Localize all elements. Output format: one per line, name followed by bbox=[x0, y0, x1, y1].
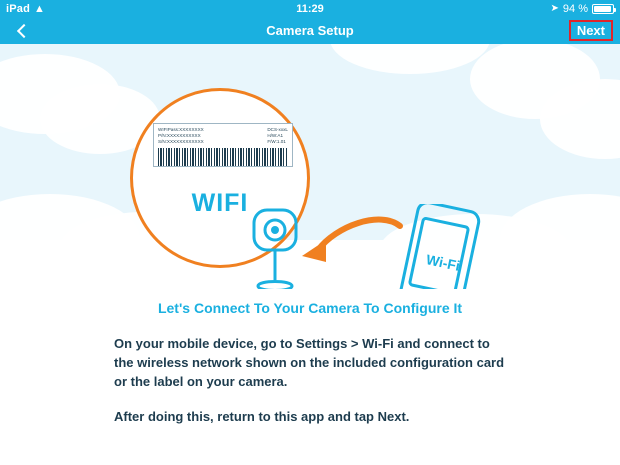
cloud-shape bbox=[330, 44, 490, 74]
battery-percent-label: 94 % bbox=[562, 3, 588, 15]
barcode-icon bbox=[158, 148, 288, 166]
navigation-bar bbox=[0, 18, 620, 44]
instruction-paragraph-2: After doing this, return to this app and tap Next. bbox=[114, 409, 410, 424]
phone-wifi-label: Wi-Fi bbox=[424, 251, 462, 274]
label-text-rows bbox=[158, 127, 288, 145]
label-right-column bbox=[267, 127, 288, 145]
label-line-wifipass: WIFIPass:XXXXXXXX bbox=[158, 127, 204, 132]
label-line-model: DCS-xxxL bbox=[267, 127, 288, 132]
label-line-fw: F/W:1.01 bbox=[267, 139, 286, 144]
hero-illustration-area bbox=[0, 44, 620, 289]
clock-label: 11:29 bbox=[296, 3, 324, 15]
status-bar-right bbox=[551, 0, 614, 18]
configuration-label-card bbox=[153, 123, 293, 167]
device-illustration bbox=[240, 204, 520, 289]
label-left-column bbox=[158, 127, 204, 145]
label-line-pn: P/N:XXXXXXXXXXX bbox=[158, 133, 201, 138]
ios-status-bar bbox=[0, 0, 620, 18]
instruction-paragraph-1: On your mobile device, go to Settings > Wi-Fi and connect to the wireless network shown on the included configuration card or the label on your camera. bbox=[114, 336, 505, 389]
label-line-sn: S/N:XXXXXXXXXXXX bbox=[158, 139, 204, 144]
battery-icon bbox=[592, 4, 614, 14]
headline-text: Let's Connect To Your Camera To Configure It bbox=[157, 300, 463, 316]
curved-arrow-icon bbox=[318, 220, 400, 250]
page-title: Camera Setup bbox=[266, 23, 354, 38]
label-line-hw: H/W:A1 bbox=[267, 133, 284, 138]
wifi-icon: ▲ bbox=[34, 3, 45, 15]
curved-arrow-head bbox=[302, 240, 326, 262]
instructions-section bbox=[0, 300, 620, 442]
device-name-label: iPad bbox=[6, 3, 31, 15]
smartphone-icon bbox=[397, 204, 480, 289]
ip-camera-icon bbox=[254, 210, 296, 289]
wifi-word-label: WIFI bbox=[191, 189, 249, 217]
location-arrow-icon: ➤ bbox=[550, 3, 559, 14]
next-button[interactable]: Next bbox=[576, 23, 605, 38]
